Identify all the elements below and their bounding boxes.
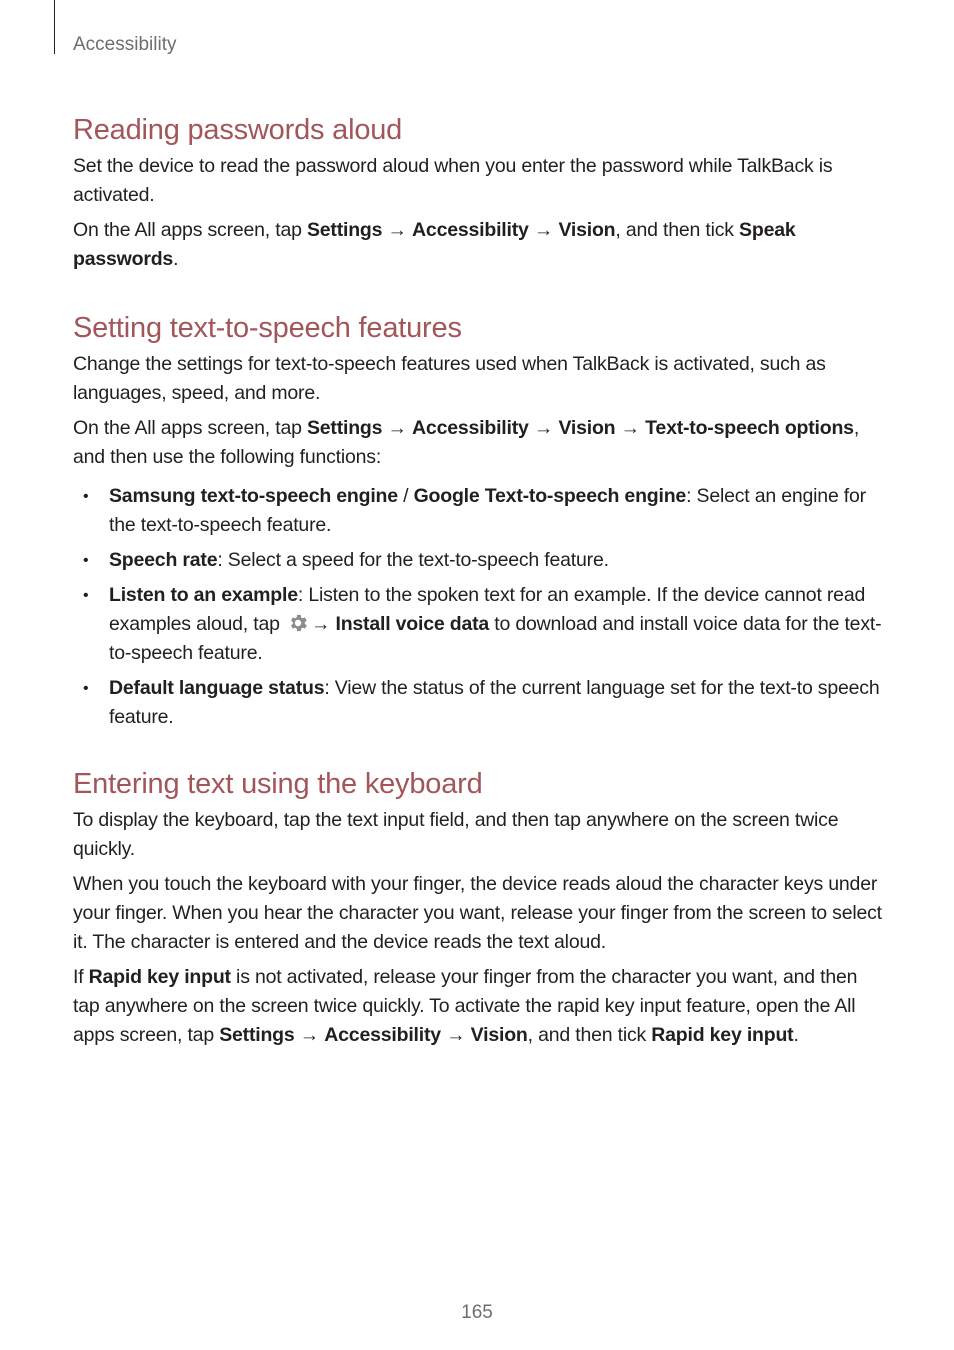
bullet: • [83,552,89,569]
list-item: • Listen to an example: Listen to the spoken text for an example. If the device cannot read examples aloud, tap → Install voice data to download and install voice data for the text-to-speech feature. [73,581,883,668]
bullet: • [83,587,89,604]
arrow: → [387,417,407,439]
option-install-voice-data: Install voice data [335,613,490,635]
menu-vision: Vision [558,417,616,439]
instruction-paragraph: On the All apps screen, tap Settings → Accessibility → Vision → Text-to-speech options, and then use the following functions: [73,417,860,468]
arrow: → [533,417,554,439]
list-item: • Samsung text-to-speech engine / Google Text-to-speech engine: Select an engine for the text-to-speech feature. [73,482,883,540]
menu-settings: Settings [306,417,383,439]
section-keyboard [73,762,883,1050]
menu-vision: Vision [558,219,616,241]
paragraph: Change the settings for text-to-speech features used when TalkBack is activated, such as languages, speed, and more. [73,353,826,404]
gear-icon [287,612,309,634]
paragraph: Set the device to read the password aloud when you enter the password while TalkBack is activated. [73,155,833,206]
menu-accessibility: Accessibility [324,1024,441,1046]
page-number: 165 [461,1302,493,1323]
function-list [73,482,883,732]
section-reading-passwords [73,108,883,274]
margin-rule [54,0,55,54]
page-content [73,108,883,1050]
menu-tts-options: Text-to-speech options [645,417,854,439]
section-title: Setting text-to-speech features [73,312,462,344]
arrow: → [533,219,554,241]
paragraph: When you touch the keyboard with your finger, the device reads aloud the character keys under your finger. When you hear the character you want, release your finger from the screen to select it. The character is entered and the device reads the text aloud. [73,873,882,953]
instruction-paragraph: On the All apps screen, tap Settings → Accessibility → Vision, and then tick Speak passwords. [73,219,796,270]
list-item: • Default language status: View the status of the current language set for the text-to speech feature. [73,674,883,732]
bullet: • [83,680,89,697]
instruction-paragraph: If Rapid key input is not activated, release your finger from the character you want, and then tap anywhere on the screen twice quickly. To activate the rapid key input feature, open the All apps screen, tap Settings → Accessibility → Vision, and then tick Rapid key input. [73,966,858,1046]
menu-vision: Vision [470,1024,528,1046]
section-title: Entering text using the keyboard [73,768,483,800]
arrow: → [620,417,640,439]
option-speak-passwords: Speak passwords [73,219,796,270]
menu-settings: Settings [306,219,383,241]
option-rapid-key-input: Rapid key input [651,1024,794,1046]
arrow: → [310,613,331,635]
section-text-to-speech [73,306,883,732]
menu-accessibility: Accessibility [412,219,529,241]
option-rapid-key-input: Rapid key input [88,966,231,988]
list-item: • Speech rate: Select a speed for the text-to-speech feature. [73,546,883,575]
arrow: → [446,1024,466,1046]
running-header: Accessibility [73,34,177,55]
arrow: → [387,219,407,241]
menu-accessibility: Accessibility [412,417,529,439]
menu-settings: Settings [219,1024,295,1046]
arrow: → [299,1024,320,1046]
section-title: Reading passwords aloud [73,114,403,146]
paragraph: To display the keyboard, tap the text input field, and then tap anywhere on the screen twice quickly. [73,809,839,860]
bullet: • [83,488,89,505]
